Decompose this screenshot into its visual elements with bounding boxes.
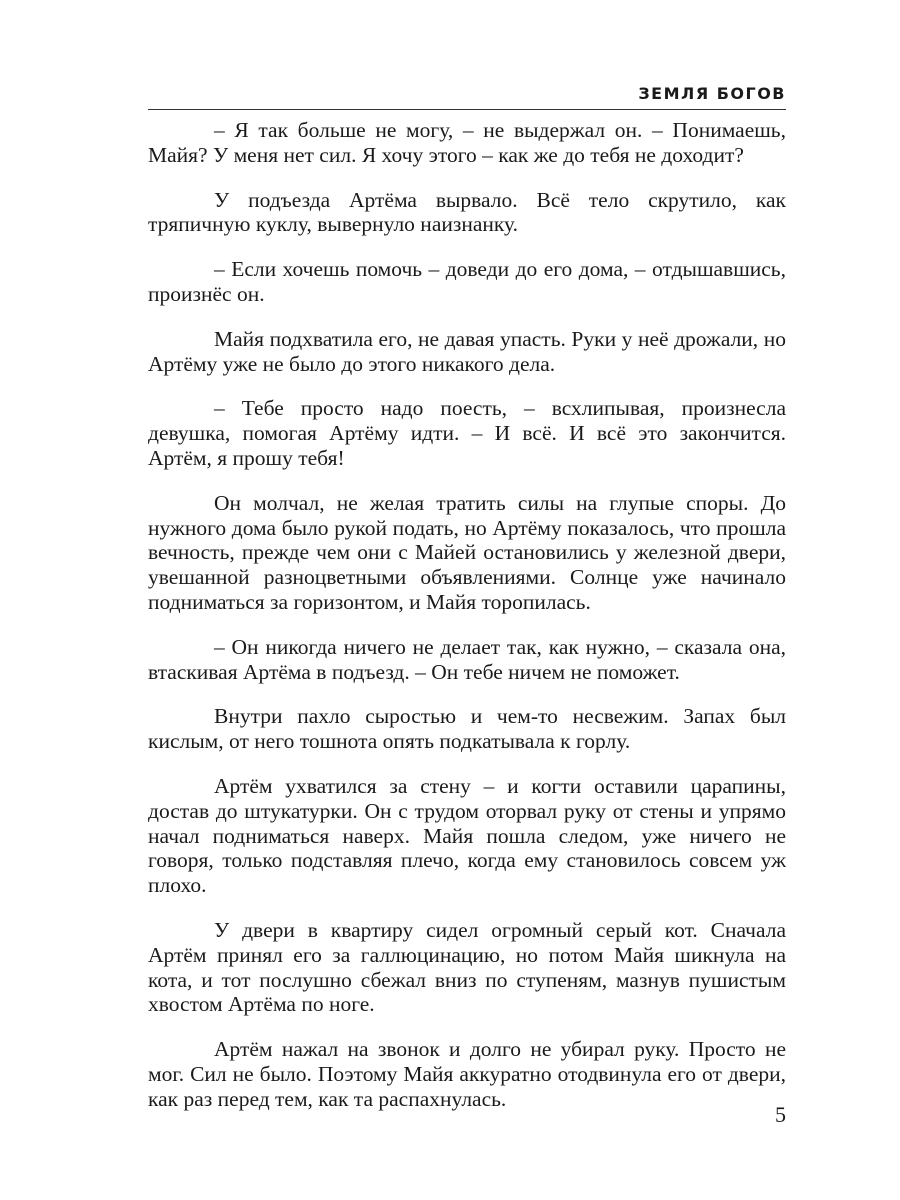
body-text [148,118,786,1132]
paragraph: Артём ухватился за стену – и когти оставили царапины, достав до штукатурки. Он с трудом оторвал руку от стены и упрямо начал подниматься наверх. Майя пошла следом, уже ничего не говоря, только подставляя плечо, когда ему становилось совсем уж плохо. [148,773,786,898]
running-title: ЗЕМЛЯ БОГОВ [638,84,786,103]
paragraph: У подъезда Артёма вырвало. Всё тело скрутило, как тряпичную куклу, вывернуло наизнанку. [148,187,786,237]
paragraph: – Он никогда ничего не делает так, как нужно, – сказала она, втаскивая Артёма в подъезд. – Он тебе ничем не поможет. [148,634,786,684]
page-number: 5 [775,1102,786,1127]
paragraph: Артём нажал на звонок и долго не убирал руку. Просто не мог. Сил не было. Поэтому Майя аккуратно отодвинула его от двери, как раз перед тем, как та распахнулась. [148,1037,786,1111]
paragraph: – Тебе просто надо поесть, – всхлипывая, произнесла девушка, помогая Артёму идти. – И всё. И всё это закончится. Артём, я прошу тебя! [148,396,786,470]
paragraph: Он молчал, не желая тратить силы на глупые споры. До нужного дома было рукой подать, но Артёму показалось, что прошла вечность, прежде чем они с Майей остановились у железной двери, увешанной разноцветными объявлениями. Солнце уже начинало подниматься за горизонтом, и Майя торопилась. [148,490,786,614]
running-header [148,78,786,112]
paragraph: У двери в квартиру сидел огромный серый кот. Сначала Артём принял его за галлюцинацию, но потом Майя шикнула на кота, и тот послушно сбежал вниз по ступеням, мазнув пушистым хвостом Артёма по ноге. [148,917,786,1017]
paragraph: Внутри пахло сыростью и чем-то несвежим. Запах был кислым, от него тошнота опять подкатывала к горлу. [148,704,786,754]
paragraph: Майя подхватила его, не давая упасть. Руки у неё дрожали, но Артёму уже не было до этого никакого дела. [148,326,786,376]
paragraph: – Я так больше не могу, – не выдержал он. – Понимаешь, Майя? У меня нет сил. Я хочу этого – как же до тебя не доходит? [148,118,786,167]
paragraph: – Если хочешь помочь – доведи до его дома, – отдышавшись, произнёс он. [148,257,786,306]
header-rule [148,109,786,110]
